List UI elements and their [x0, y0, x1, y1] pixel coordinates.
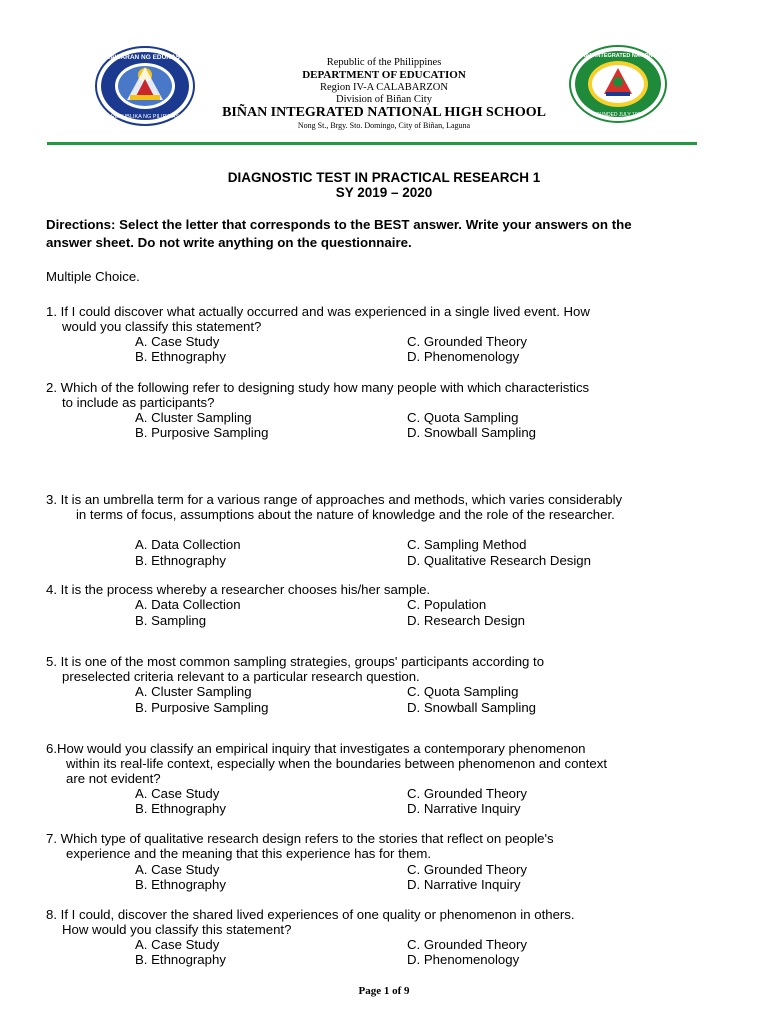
- option-d: D. Snowball Sampling: [407, 425, 537, 440]
- header-department: DEPARTMENT OF EDUCATION: [302, 69, 466, 81]
- option-a: A. Cluster Sampling: [135, 410, 252, 425]
- option-b: B. Purposive Sampling: [135, 700, 269, 715]
- header-address: Nong St., Brgy. Sto. Domingo, City of Biñan, Laguna: [297, 121, 471, 130]
- question-text: 1. If I could discover what actually occurred and was experienced in a single lived event. How: [46, 304, 590, 319]
- option-a: A. Case Study: [135, 334, 220, 349]
- question-text: How would you classify this statement?: [62, 922, 292, 937]
- option-b: B. Ethnography: [135, 349, 226, 364]
- option-d: D. Phenomenology: [407, 349, 520, 364]
- header-region: Region IV-A CALABARZON: [320, 82, 448, 93]
- question-text: 7. Which type of qualitative research design refers to the stories that reflect on people's: [46, 831, 554, 846]
- option-c: C. Sampling Method: [407, 537, 527, 552]
- option-c: C. Grounded Theory: [407, 786, 527, 801]
- question-text: preselected criteria relevant to a particular research question.: [62, 669, 420, 684]
- question-text: would you classify this statement?: [62, 319, 262, 334]
- option-a: A. Case Study: [135, 862, 220, 877]
- question-text: to include as participants?: [62, 395, 215, 410]
- option-d: D. Narrative Inquiry: [407, 877, 521, 892]
- option-c: C. Quota Sampling: [407, 684, 519, 699]
- question-text: 4. It is the process whereby a researcher chooses his/her sample.: [46, 582, 431, 597]
- option-b: B. Ethnography: [135, 952, 226, 967]
- section-label: Multiple Choice.: [46, 269, 140, 284]
- page-number: Page 1 of 9: [358, 985, 410, 997]
- option-d: D. Qualitative Research Design: [407, 553, 591, 568]
- option-c: C. Grounded Theory: [407, 862, 527, 877]
- option-a: A. Data Collection: [135, 537, 241, 552]
- question-text: 6.How would you classify an empirical inquiry that investigates a contemporary phenomenon: [46, 741, 586, 756]
- svg-text:REPUBLIKA NG PILIPINAS: REPUBLIKA NG PILIPINAS: [110, 114, 180, 120]
- option-a: A. Data Collection: [135, 597, 241, 612]
- option-c: C. Population: [407, 597, 487, 612]
- option-b: B. Sampling: [135, 613, 207, 628]
- question-text: 5. It is one of the most common sampling strategies, groups' participants according to: [46, 654, 545, 669]
- header-republic: Republic of the Philippines: [326, 57, 442, 68]
- question-text: 8. If I could, discover the shared lived experiences of one quality or phenomenon in others.: [46, 907, 575, 922]
- question-text: 2. Which of the following refer to designing study how many people with which characteristics: [46, 380, 590, 395]
- option-b: B. Ethnography: [135, 553, 226, 568]
- option-c: C. Grounded Theory: [407, 334, 527, 349]
- option-a: A. Case Study: [135, 786, 220, 801]
- question-text: in terms of focus, assumptions about the nature of knowledge and the role of the researcher.: [76, 507, 615, 522]
- school-year: SY 2019 – 2020: [335, 185, 433, 200]
- option-b: B. Ethnography: [135, 877, 226, 892]
- option-a: A. Case Study: [135, 937, 220, 952]
- directions-line-1: Directions: Select the letter that corresponds to the BEST answer. Write your answers on the: [46, 217, 632, 232]
- directions-line-2: answer sheet. Do not write anything on the questionnaire.: [46, 235, 412, 250]
- option-d: D. Research Design: [407, 613, 526, 628]
- option-d: D. Snowball Sampling: [407, 700, 537, 715]
- question-text: 3. It is an umbrella term for a various range of approaches and methods, which varies considerably: [46, 492, 623, 507]
- svg-text:FOUNDED JULY 1998: FOUNDED JULY 1998: [592, 112, 644, 118]
- header-division: Division of Biñan City: [336, 94, 432, 105]
- option-b: B. Ethnography: [135, 801, 226, 816]
- option-a: A. Cluster Sampling: [135, 684, 252, 699]
- svg-text:KAGAWARAN NG EDUKASYON: KAGAWARAN NG EDUKASYON: [95, 54, 195, 61]
- option-c: C. Grounded Theory: [407, 937, 527, 952]
- question-text: experience and the meaning that this experience has for them.: [66, 846, 432, 861]
- option-d: D. Phenomenology: [407, 952, 520, 967]
- question-text: are not evident?: [66, 771, 161, 786]
- header-divider: [47, 142, 697, 145]
- header-school-name: BIÑAN INTEGRATED NATIONAL HIGH SCHOOL: [222, 105, 546, 120]
- svg-text:BIÑAN INTEGRATED NATIONAL: BIÑAN INTEGRATED NATIONAL: [576, 53, 660, 59]
- option-c: C. Quota Sampling: [407, 410, 519, 425]
- option-b: B. Purposive Sampling: [135, 425, 269, 440]
- option-d: D. Narrative Inquiry: [407, 801, 521, 816]
- test-title: DIAGNOSTIC TEST IN PRACTICAL RESEARCH 1: [227, 170, 541, 185]
- question-text: within its real-life context, especially when the boundaries between phenomenon and context: [66, 756, 608, 771]
